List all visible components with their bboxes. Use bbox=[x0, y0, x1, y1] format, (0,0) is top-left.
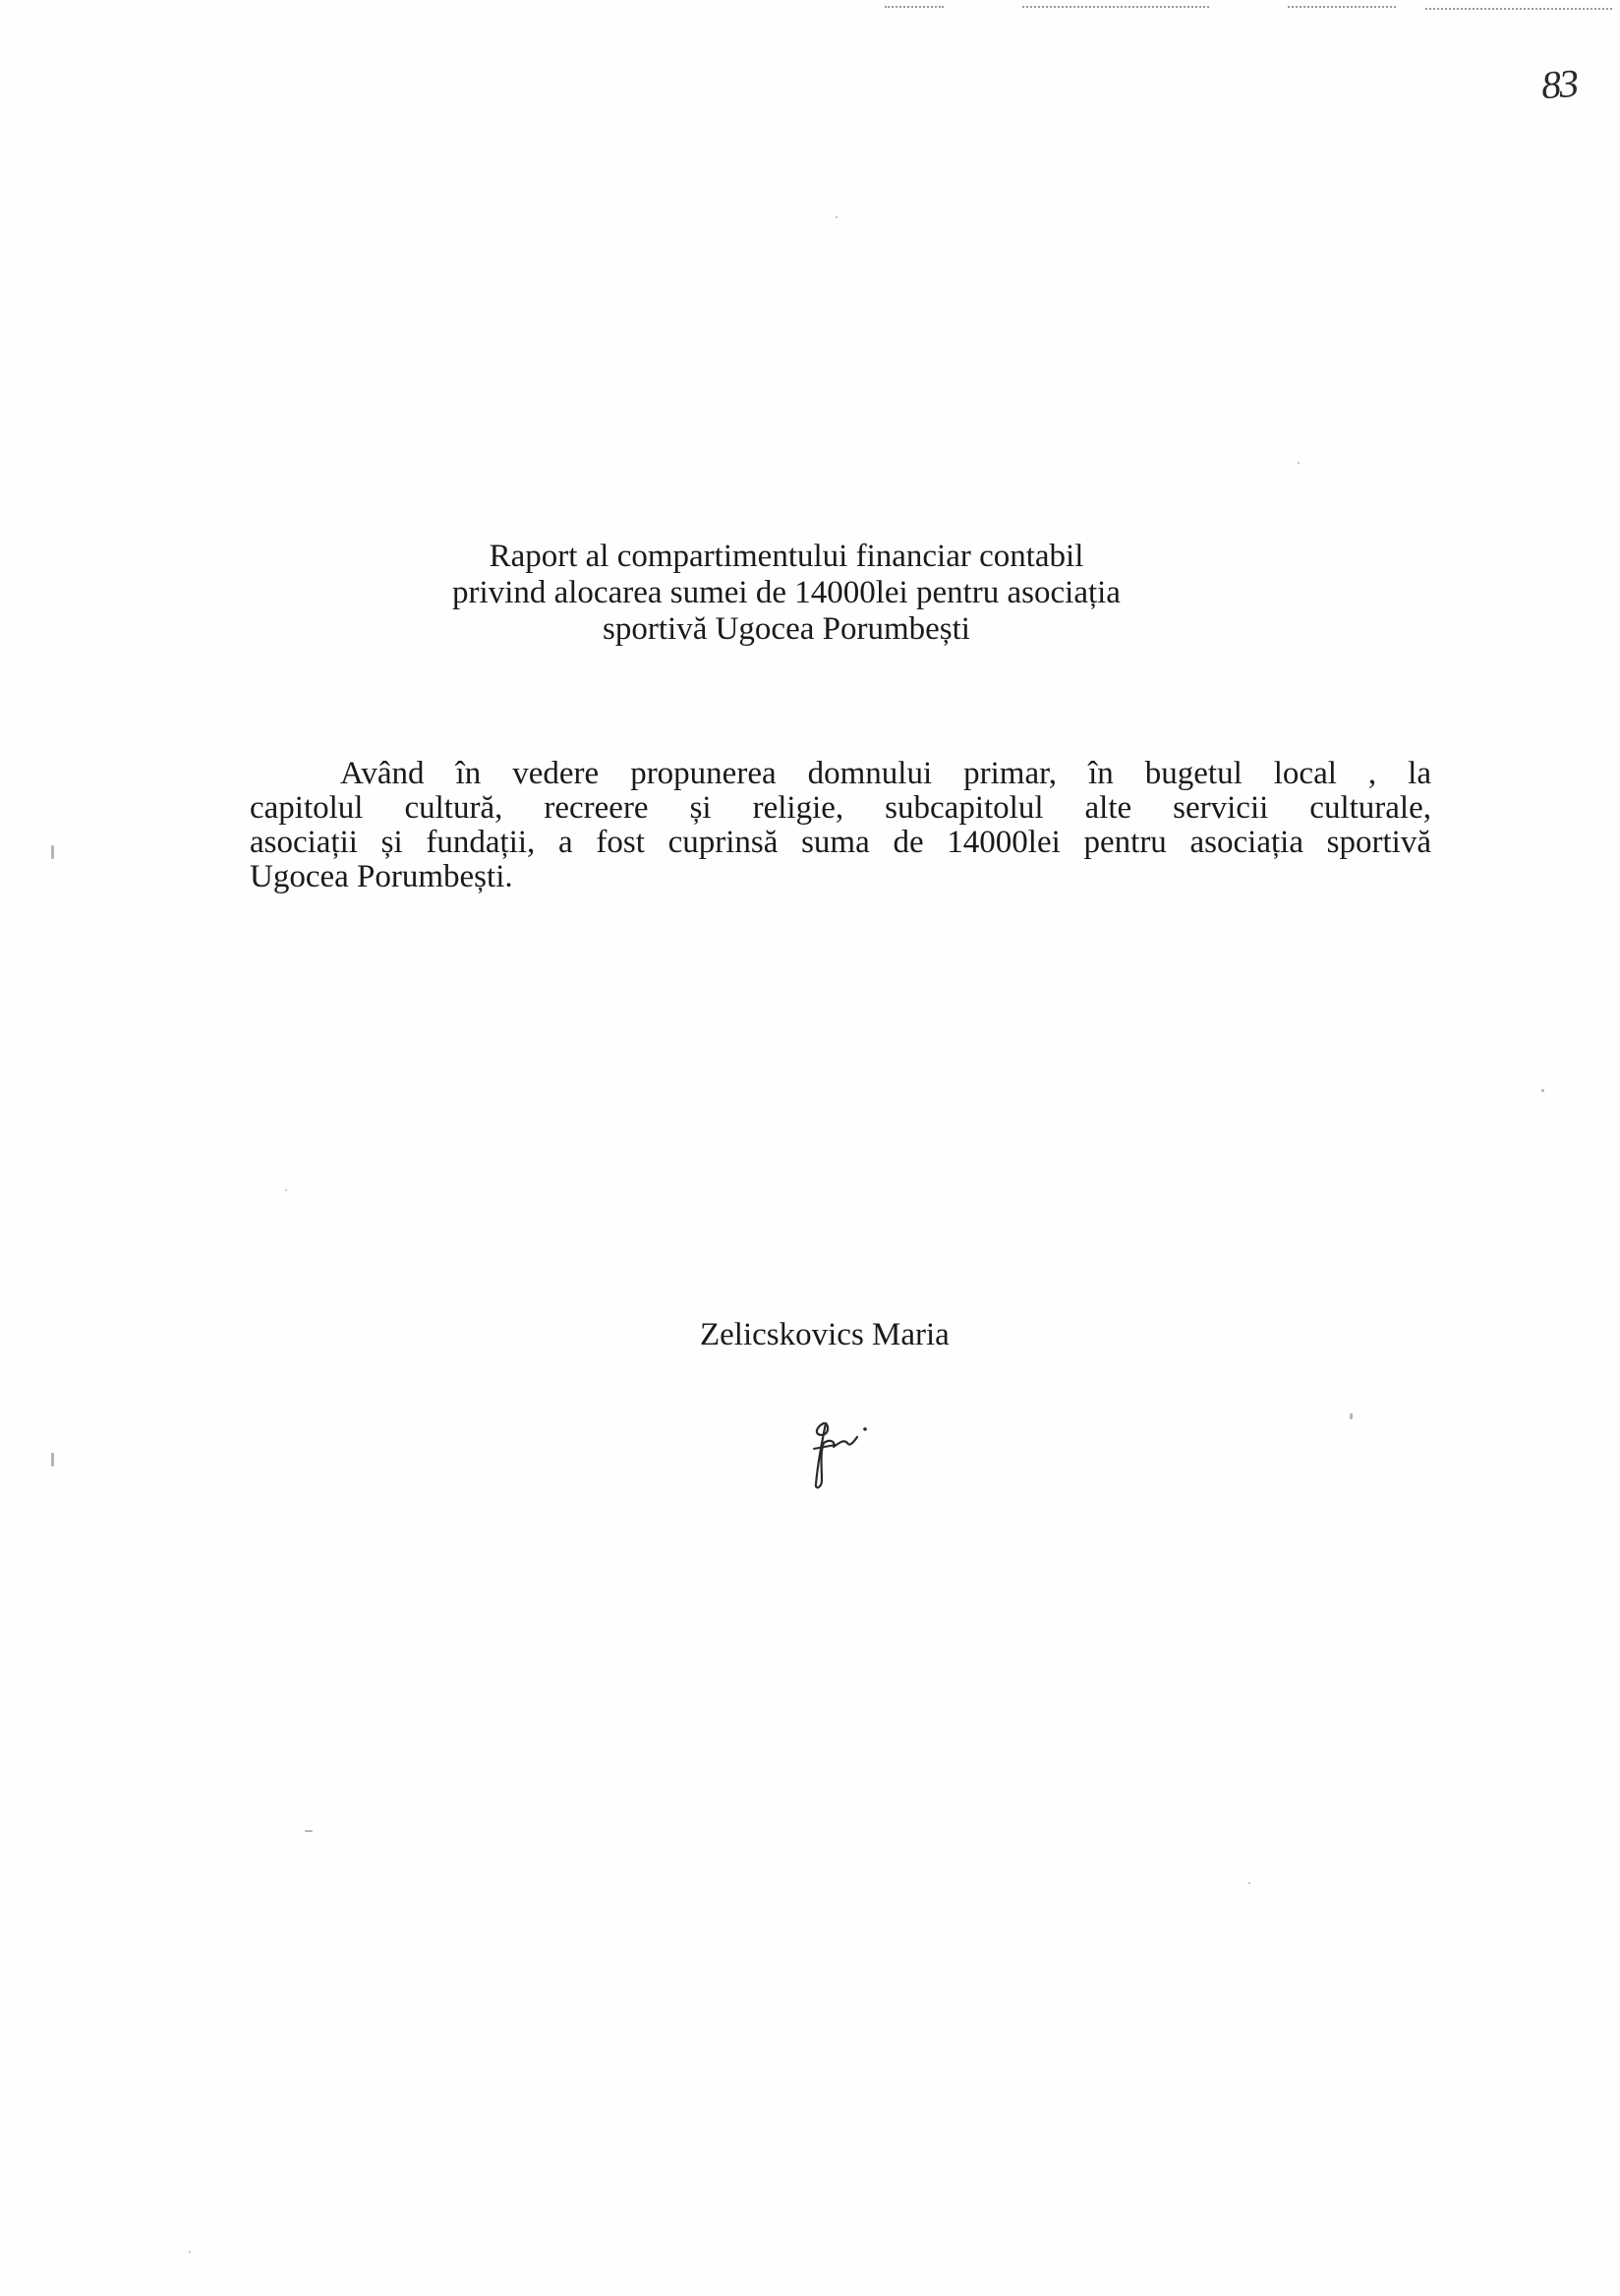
scan-speck bbox=[189, 2251, 191, 2253]
body-line: asociații și fundații, a fost cuprinsă suma de 14000lei pentru asociația sportivă bbox=[250, 825, 1431, 860]
scan-speck bbox=[1350, 1413, 1353, 1419]
handwritten-signature bbox=[806, 1413, 885, 1494]
title-line: privind alocarea sumei de 14000lei pentru asociația bbox=[452, 575, 1121, 610]
title-line: sportivă Ugocea Porumbești bbox=[603, 611, 970, 647]
scan-edge-mark bbox=[1022, 6, 1209, 10]
body-line: Având în vedere propunerea domnului primar, în bugetul local , la bbox=[340, 756, 1431, 791]
scan-speck bbox=[1298, 462, 1300, 464]
scan-edge-mark bbox=[1425, 8, 1612, 12]
title-line: Raport al compartimentului financiar contabil bbox=[489, 539, 1084, 574]
scan-edge-mark bbox=[1288, 6, 1396, 10]
scan-speck bbox=[836, 216, 838, 218]
body-line: capitolul cultură, recreere și religie, subcapitolul alte servicii culturale, bbox=[250, 790, 1431, 826]
scan-speck bbox=[51, 1453, 54, 1466]
document-title bbox=[295, 539, 1278, 648]
scan-speck bbox=[1541, 1089, 1544, 1092]
body-line: Ugocea Porumbești. bbox=[250, 859, 513, 894]
scan-edge-mark bbox=[885, 6, 944, 10]
scan-speck bbox=[305, 1830, 313, 1832]
scan-speck bbox=[1248, 1882, 1250, 1884]
body-paragraph bbox=[250, 757, 1431, 894]
scan-speck bbox=[285, 1189, 287, 1191]
signer-name: Zelicskovics Maria bbox=[700, 1317, 950, 1352]
page-number: 83 bbox=[1539, 60, 1579, 108]
scan-speck bbox=[51, 845, 54, 859]
